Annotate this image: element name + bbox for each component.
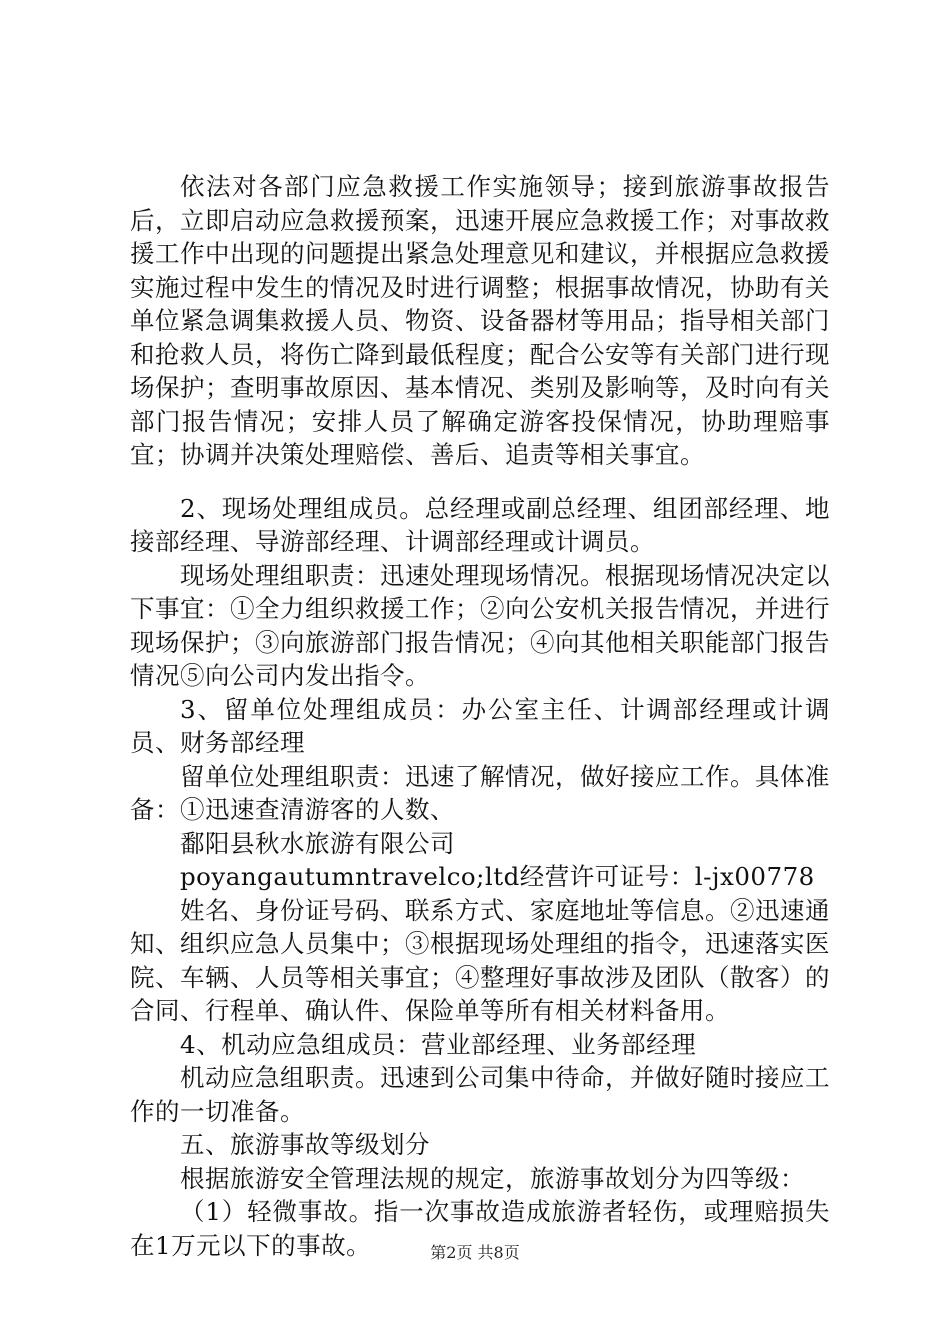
page-total: 共8页 — [477, 1243, 520, 1262]
license-line: poyangautumntravelco;ltd经营许可证号：l-jx00778 — [180, 862, 815, 891]
paragraph-onsite-members: 2、现场处理组成员。总经理或副总经理、组团部经理、地接部经理、导游部经理、计调部经理或计调员。 — [130, 493, 830, 556]
company-name-line: 鄱阳县秋水旅游有限公司 — [180, 828, 455, 858]
page-footer — [0, 1240, 950, 1263]
paragraph-office-members: 3、留单位处理组成员：办公室主任、计调部经理或计调员、财务部经理 — [130, 694, 830, 757]
paragraph-mobile-duties: 机动应急组职责。迅速到公司集中待命，并做好随时接应工作的一切准备。 — [130, 1063, 830, 1126]
paragraph-mobile-members: 4、机动应急组成员：营业部经理、业务部经理 — [180, 1029, 697, 1059]
document-body — [130, 170, 830, 1262]
section-heading-accident-levels: 五、旅游事故等级划分 — [180, 1130, 430, 1159]
paragraph-levels-intro: 根据旅游安全管理法规的规定，旅游事故划分为四等级： — [180, 1163, 805, 1193]
page-number: 第2页 — [430, 1243, 473, 1262]
paragraph-office-duties: 留单位处理组职责：迅速了解情况，做好接应工作。具体准备：①迅速查清游客的人数、 — [130, 761, 830, 824]
paragraph-level-minor: （1）轻微事故。指一次事故造成旅游者轻伤，或理赔损失在1万元以下的事故。 — [130, 1197, 830, 1260]
paragraph-duties-leadership: 依法对各部门应急救援工作实施领导；接到旅游事故报告后，立即启动应急救援预案，迅速开展应急救援工作；对事故救援工作中出现的问题提出紧急处理意见和建议，并根据应急救援实施过程中发生的情况及时进行调整；根据事故情况，协助有关单位紧急调集救援人员、物资、设备器材等用品；指导相关部门和抢救人员，将伤亡降到最低程度；配合公安等有关部门进行现场保护；查明事故原因、基本情况、类别及影响等，及时向有关部门报告情况；安排人员了解确定游客投保情况，协助理赔事宜；协调并决策处理赔偿、善后、追责等相关事宜。 — [130, 172, 830, 469]
paragraph-onsite-duties: 现场处理组职责：迅速处理现场情况。根据现场情况决定以下事宜：①全力组织救援工作；②向公安机关报告情况，并进行现场保护；③向旅游部门报告情况；④向其他相关职能部门报告情况⑤向公司内发出指令。 — [130, 560, 830, 690]
paragraph-gap — [130, 472, 830, 492]
paragraph-office-duties-continued: 姓名、身份证号码、联系方式、家庭地址等信息。②迅速通知、组织应急人员集中；③根据现场处理组的指令，迅速落实医院、车辆、人员等相关事宜；④整理好事故涉及团队（散客）的合同、行程单、确认件、保险单等所有相关材料备用。 — [130, 895, 830, 1025]
